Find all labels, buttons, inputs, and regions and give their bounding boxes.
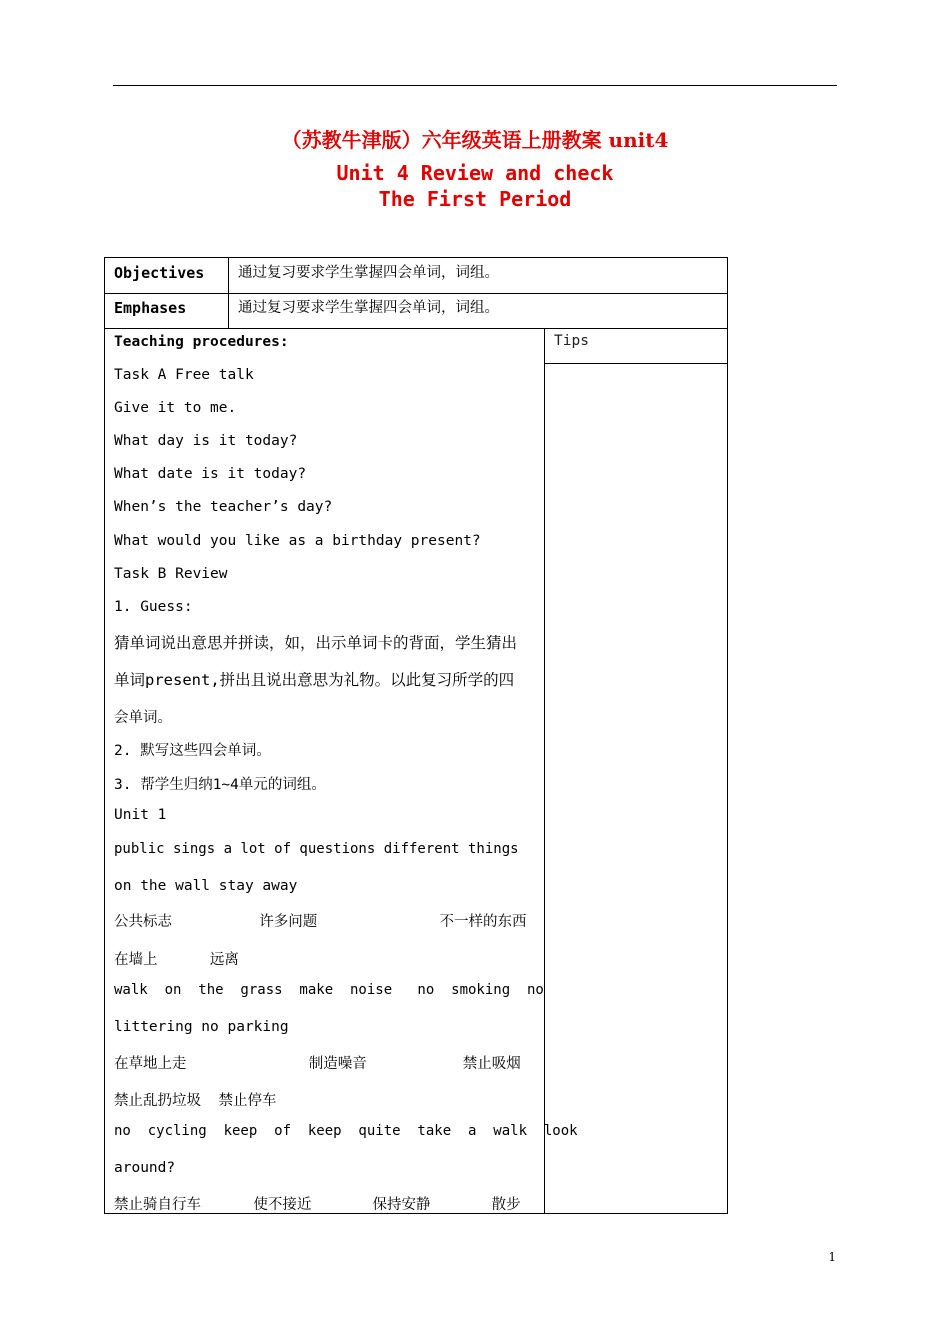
period-title: The First Period	[378, 187, 572, 211]
procedure-line: 公共标志 许多问题 不一样的东西	[114, 914, 527, 930]
procedure-line: no cycling keep of keep quite take a walk look	[114, 1123, 578, 1139]
procedure-line: 2. 默写这些四会单词。	[114, 743, 271, 759]
procedure-line: 3. 帮学生归纳1~4单元的词组。	[114, 777, 326, 793]
procedure-line: 单词present,拼出且说出意思为礼物。以此复习所学的四	[114, 671, 515, 689]
procedure-line: on the wall stay away	[114, 878, 298, 894]
procedure-line: walk on the grass make noise no smoking no	[114, 982, 544, 998]
procedure-line: 禁止骑自行车 使不接近 保持安静 散步	[114, 1197, 521, 1213]
procedure-line: littering no parking	[114, 1019, 289, 1035]
header-rule	[113, 85, 837, 86]
tips-divider	[544, 363, 727, 364]
procedure-line: 禁止乱扔垃圾 禁止停车	[114, 1093, 277, 1109]
procedures-heading: Teaching procedures:	[114, 334, 289, 350]
procedure-line: 1. Guess:	[114, 599, 193, 615]
emphases-text: 通过复习要求学生掌握四会单词，词组。	[238, 300, 499, 316]
objectives-label: Objectives	[114, 264, 205, 282]
procedure-line: Give it to me.	[114, 400, 237, 416]
procedure-line: What day is it today?	[114, 433, 298, 449]
procedure-line: What date is it today?	[114, 466, 307, 482]
tips-column-divider	[544, 328, 545, 1213]
row-divider	[105, 293, 727, 294]
procedure-line: 会单词。	[114, 710, 172, 726]
procedure-line: public sings a lot of questions different things	[114, 841, 519, 857]
procedure-line: What would you like as a birthday present?	[114, 533, 481, 549]
procedure-line: 在墙上 远离	[114, 952, 239, 968]
page-number: 1	[828, 1250, 836, 1264]
lesson-plan-table	[104, 257, 728, 1214]
procedure-line: Task B Review	[114, 566, 228, 582]
label-column-divider	[228, 258, 229, 328]
procedure-line: 在草地上走 制造噪音 禁止吸烟	[114, 1056, 521, 1072]
tips-heading: Tips	[554, 333, 589, 349]
objectives-text: 通过复习要求学生掌握四会单词，词组。	[238, 265, 499, 281]
emphases-label: Emphases	[114, 299, 187, 317]
procedure-line: When’s the teacher’s day?	[114, 499, 333, 515]
document-title: （苏教牛津版）六年级英语上册教案 unit4	[281, 128, 669, 152]
row-divider	[105, 328, 727, 329]
procedure-line: Task A Free talk	[114, 367, 254, 383]
procedure-line: 猜单词说出意思并拼读，如，出示单词卡的背面，学生猜出	[114, 634, 518, 652]
unit-title: Unit 4 Review and check	[336, 161, 614, 185]
procedure-line: around?	[114, 1160, 176, 1176]
procedure-line: Unit 1	[114, 807, 167, 823]
